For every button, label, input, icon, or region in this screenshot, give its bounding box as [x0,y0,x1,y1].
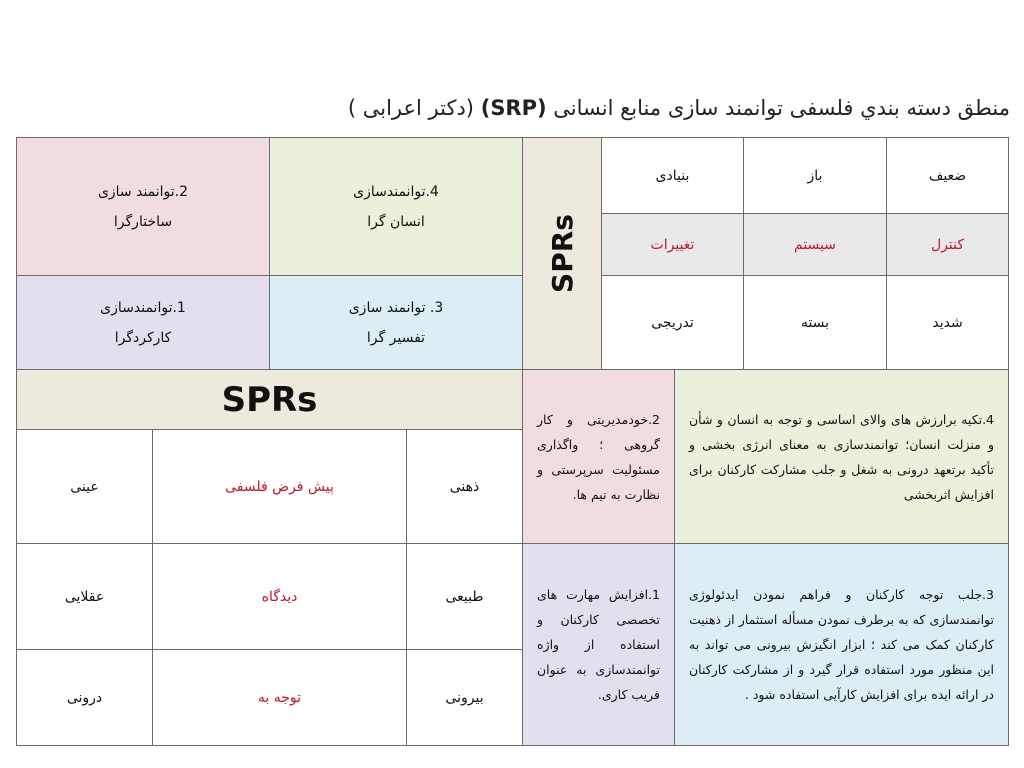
quadrant-interpretive-title: 3. توانمند سازی [348,299,444,316]
right-table-cell: شدید [886,275,1009,370]
right-table-cell: تدریجی [601,275,744,370]
quadrant-structural-title: 2.توانمند سازی [97,183,189,200]
left-table-cell: ذهنی [406,429,523,544]
left-table-cell: عینی [16,429,153,544]
left-table-cell: درونی [16,649,153,746]
quadrant-humanist-subtitle: انسان گرا [367,213,425,230]
left-table-cell: عقلایی [16,543,153,650]
quadrant-structural-subtitle: ساختارگرا [113,213,173,230]
quadrant-functional [16,275,270,370]
description-self-management [522,369,675,544]
left-table-cell: طبیعی [406,543,523,650]
description-humanist [674,369,1009,544]
left-table-cell: دیدگاه [152,543,407,650]
title-bold: (SRP) [480,96,547,120]
quadrant-functional-title: 1.توانمندسازی [100,299,186,316]
right-table-cell: باز [743,137,887,214]
right-table-cell: بنیادی [601,137,744,214]
spr-vertical-text: SPRs [545,214,579,293]
description-interpretive [674,543,1009,746]
spr-vertical-label [522,137,602,370]
left-table-cell: بیرونی [406,649,523,746]
description-self-management-text: 2.خودمدیریتی و کار گروهی ؛ واگذاری مسئولیت سرپرستی و نظارت به تیم ها. [537,411,660,502]
description-humanist-text: 4.تکیه برارزش های والای اساسی و توجه به انسان و شأن و منزلت انسان؛ توانمندسازی به معنای انرژی بخشی و تأکید برتعهد درونی به شغل و جلب مشارکت کارکنان برای افزایش اثربخشی [689,411,994,502]
description-interpretive-text: 3.جلب توجه کارکنان و فراهم نمودن ایدئولوژی توانمندسازی که به برطرف نمودن مسأله استثمار از ذهنیت کارکنان کمک می کند ؛ ابزار انگیزش بیرونی می تواند به این منظور مورد استفاده قرار گیرد و از مشارکت کارکنان در ارائه ایده برای افزایش کارآیی استفاده شود . [689,587,994,702]
description-functional [522,543,675,746]
left-table-cell: توجه به [152,649,407,746]
quadrant-structural [16,137,270,276]
quadrant-humanist-title: 4.توانمندسازی [353,183,439,200]
quadrant-interpretive [269,275,523,370]
quadrant-functional-subtitle: کارکردگرا [114,329,172,346]
left-table-cell: پیش فرض فلسفی [152,429,407,544]
right-table-cell: تغییرات [601,213,744,276]
right-table-cell: کنترل [886,213,1009,276]
spr-horizontal-label: SPRs [16,369,523,430]
right-table-cell: بسته [743,275,887,370]
quadrant-humanist [269,137,523,276]
title-prefix: منطق دسته بندي فلسفی توانمند سازی منابع انسانی [553,96,1010,120]
title-suffix: (دکتر اعرابی ) [347,96,475,120]
quadrant-interpretive-subtitle: تفسیر گرا [366,329,426,346]
description-functional-text: 1.افزایش مهارت های تخصصی کارکنان و استفاده از واژه توانمندسازی به عنوان فریب کاری. [537,587,660,702]
slide-title [250,88,1010,128]
right-table-cell: سیستم [743,213,887,276]
right-table-cell: ضعیف [886,137,1009,214]
